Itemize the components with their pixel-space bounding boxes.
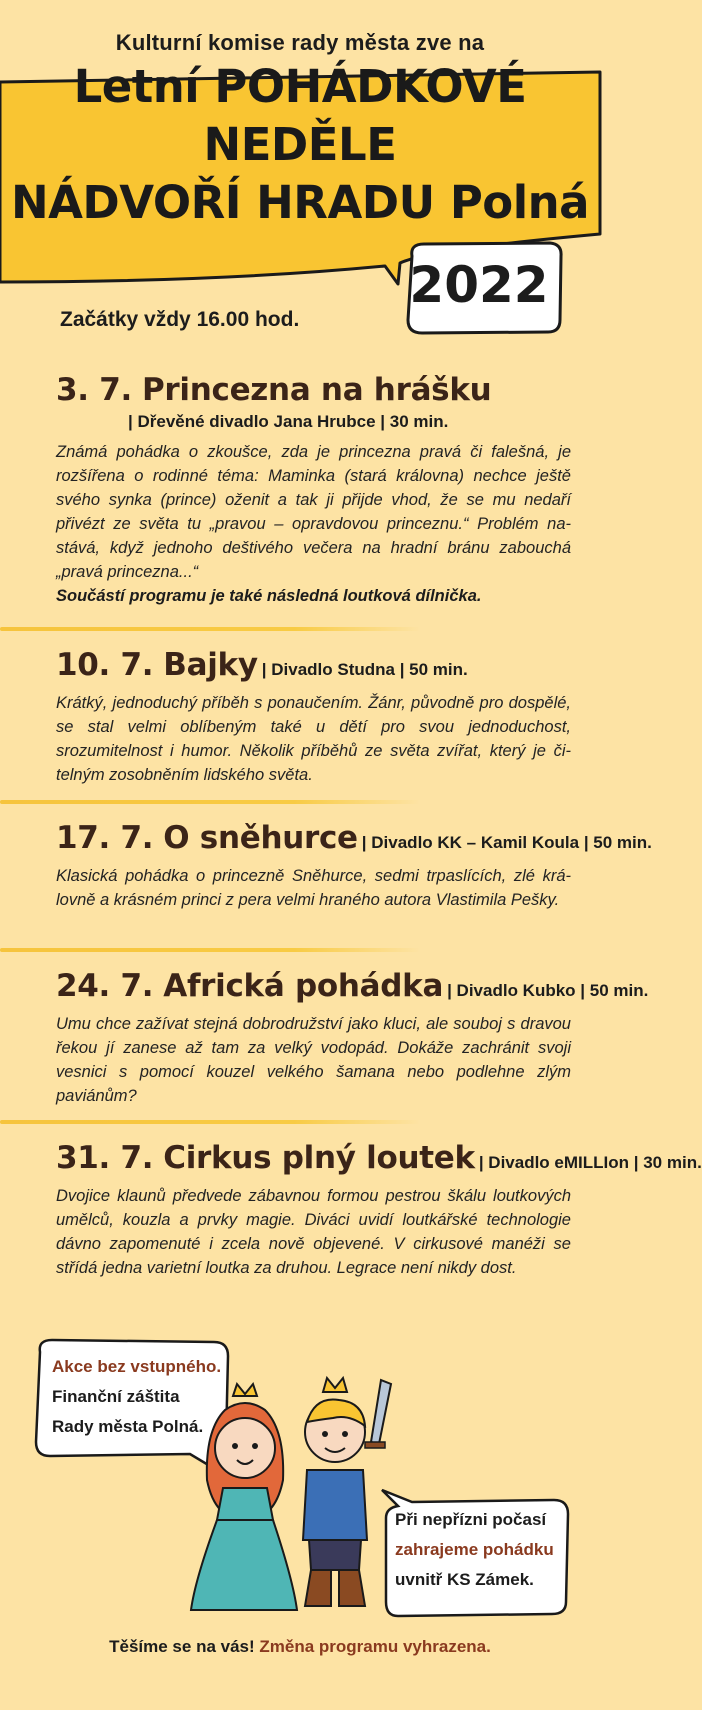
event-meta: | Divadlo Studna | 50 min. bbox=[261, 660, 468, 679]
bubble-right-line-2: zahrajeme pohádku bbox=[395, 1540, 554, 1559]
event-title: Cirkus plný loutek bbox=[163, 1140, 475, 1176]
event-description: Dvojice klaunů předvede zábavnou formou pestrou škálu loutkových umělců, kouzla a prvky magie. Diváci uvidí loutkářské technologie dávno zapomenuté i zcela nově objevené. V cirkusové manéži se střídá jedna varietní loutka za druhou. Legrace není nikdy dost. bbox=[56, 1187, 571, 1277]
start-time: Začátky vždy 16.00 hod. bbox=[60, 308, 300, 331]
bubble-right-line-3: uvnitř KS Zámek. bbox=[395, 1570, 534, 1589]
event-heading bbox=[56, 968, 649, 1004]
divider bbox=[0, 627, 420, 631]
divider bbox=[0, 800, 420, 804]
page-title bbox=[0, 58, 600, 232]
bubble-left-line-3: Rady města Polná. bbox=[52, 1417, 204, 1436]
event-heading bbox=[56, 820, 652, 856]
event-title: Princezna na hrášku bbox=[142, 372, 492, 408]
year-label: 2022 bbox=[409, 256, 549, 314]
event-meta: | Divadlo Kubko | 50 min. bbox=[447, 981, 649, 1000]
divider bbox=[0, 948, 420, 952]
event-meta: | Divadlo KK – Kamil Koula | 50 min. bbox=[361, 833, 652, 852]
footer-accent: Změna programu vyhrazena. bbox=[259, 1637, 491, 1656]
event-heading bbox=[56, 372, 571, 408]
event-item bbox=[56, 968, 649, 1108]
event-title: Bajky bbox=[163, 647, 258, 683]
event-item bbox=[56, 647, 571, 787]
footer-text: Těšíme se na vás! bbox=[109, 1637, 255, 1656]
footer bbox=[0, 1637, 600, 1657]
title-line-1: Letní POHÁDKOVÉ NEDĚLE bbox=[73, 60, 527, 171]
event-item bbox=[56, 820, 652, 912]
event-heading bbox=[56, 1140, 702, 1176]
event-description: Klasická pohádka o princezně Sněhurce, sedmi trpaslících, zlé královně a krásném princi z pera velmi hraného autora Vlastimila Pešky. bbox=[56, 867, 571, 909]
bubble-right-line-1: Při nepřízni počasí bbox=[395, 1510, 547, 1529]
event-description: Známá pohádka o zkoušce, zda je princezna pravá či falešná, je rozšířena o rodinné téma: Maminka (stará královna) nechce ještě svého synka (prince) oženit a tak ji přijde vhod, že se mu nedaří přivézt ze světa tu „pravou – opravdovou princeznu.“ Problém nastává, když jednoho deštivého večera na hradní bránu zabouchá „pravá princezna...“ bbox=[56, 443, 571, 581]
event-date: 31. 7. bbox=[56, 1140, 154, 1176]
event-meta: | Divadlo eMILLIon | 30 min. bbox=[478, 1153, 702, 1172]
event-item bbox=[56, 372, 571, 608]
event-date: 24. 7. bbox=[56, 968, 154, 1004]
event-description: Umu chce zažívat stejná dobrodružství jako kluci, ale souboj s dravou řekou jí zanese až tam za velký vodopád. Dokáže zachránit svoji vesnici s pomocí kouzel velkého šamana nebo podlehne zlým paviánům? bbox=[56, 1015, 571, 1105]
info-bubble-right-text bbox=[385, 1493, 565, 1617]
divider bbox=[0, 1120, 420, 1124]
intro-text: Kulturní komise rady města zve na bbox=[115, 30, 485, 55]
event-item bbox=[56, 1140, 702, 1280]
princess-figure bbox=[191, 1384, 297, 1610]
event-title: Africká pohádka bbox=[163, 968, 444, 1004]
event-meta: | Dřevěné divadlo Jana Hrubce | 30 min. bbox=[128, 412, 449, 431]
event-heading bbox=[56, 647, 571, 683]
title-line-2: NÁDVOŘÍ HRADU Polná bbox=[10, 176, 590, 229]
event-date: 10. 7. bbox=[56, 647, 154, 683]
bubble-left-line-2: Finanční záštita bbox=[52, 1387, 180, 1406]
event-title: O sněhurce bbox=[163, 820, 358, 856]
event-date: 3. 7. bbox=[56, 372, 132, 408]
bubble-left-line-1: Akce bez vstupného. bbox=[52, 1357, 222, 1376]
event-date: 17. 7. bbox=[56, 820, 154, 856]
event-description: Krátký, jednoduchý příběh s ponaučením. Žánr, původně pro dospělé, se stal velmi oblíbeným také u dětí pro svou jednoduchost, srozumitelnost i humor. Několik příběhů ze světa zvířat, který je čitelným zosobněním lidského světa. bbox=[56, 694, 571, 784]
event-note: Součástí programu je také následná loutková dílnička. bbox=[56, 587, 482, 605]
